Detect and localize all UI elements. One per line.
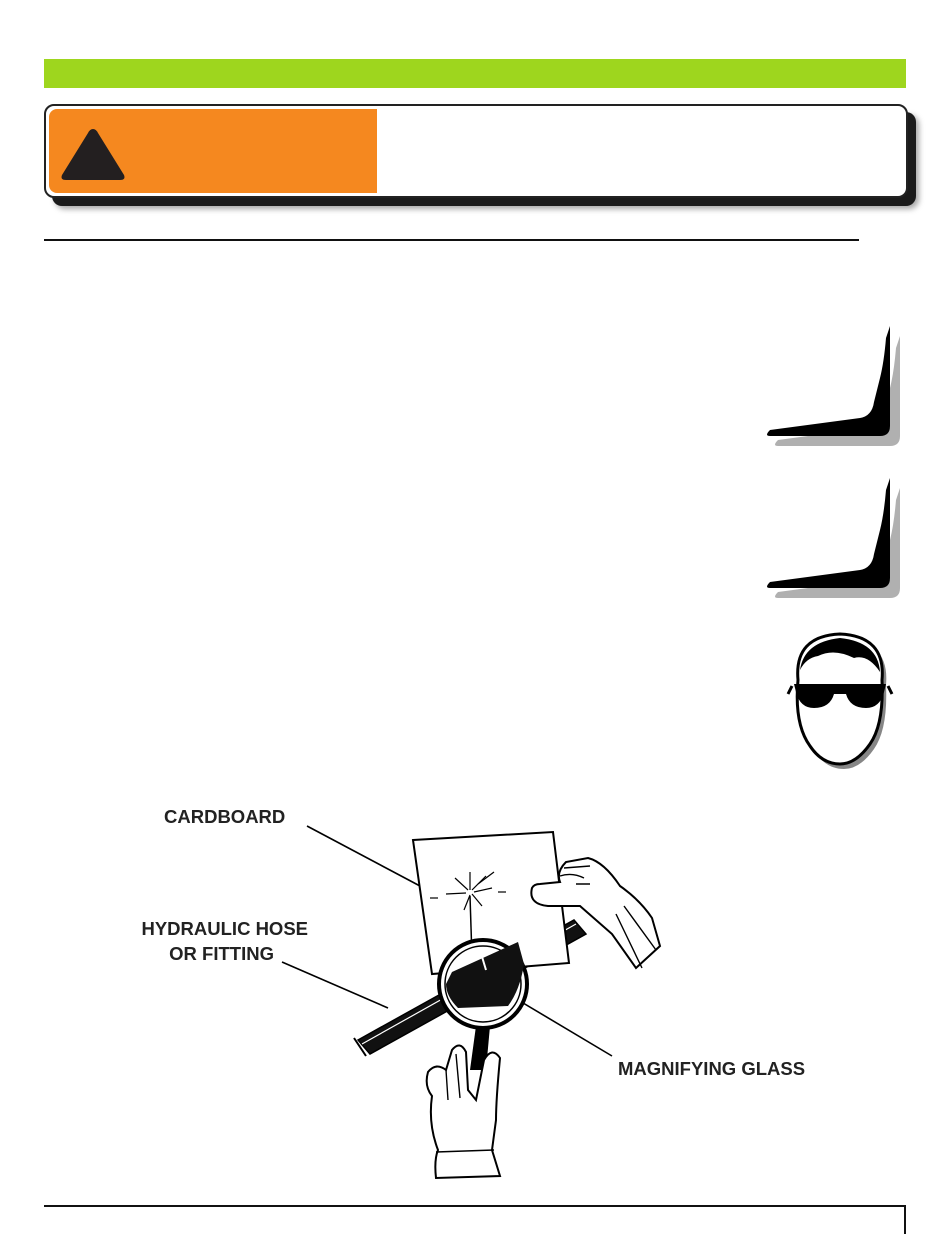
warning-label-panel xyxy=(49,109,377,193)
footer-rule-tick xyxy=(904,1205,906,1234)
callout-cardboard: CARDBOARD xyxy=(164,806,286,827)
footer-rule xyxy=(44,1205,906,1207)
callout-hydraulic-hose-line1: HYDRAULIC HOSE xyxy=(141,918,308,939)
tab-marker-icon xyxy=(766,322,906,452)
section-divider xyxy=(44,239,859,241)
hydraulic-leak-check-illustration xyxy=(110,795,850,1190)
warning-banner xyxy=(44,104,908,198)
callout-hydraulic-hose-line2: OR FITTING xyxy=(169,943,274,964)
header-green-bar xyxy=(44,59,906,88)
warning-triangle-icon xyxy=(59,125,127,183)
safety-glasses-face-icon xyxy=(784,628,896,773)
tab-marker-icon xyxy=(766,474,906,604)
callout-hydraulic-hose xyxy=(124,916,308,966)
callout-magnifying-glass: MAGNIFYING GLASS xyxy=(618,1058,806,1079)
